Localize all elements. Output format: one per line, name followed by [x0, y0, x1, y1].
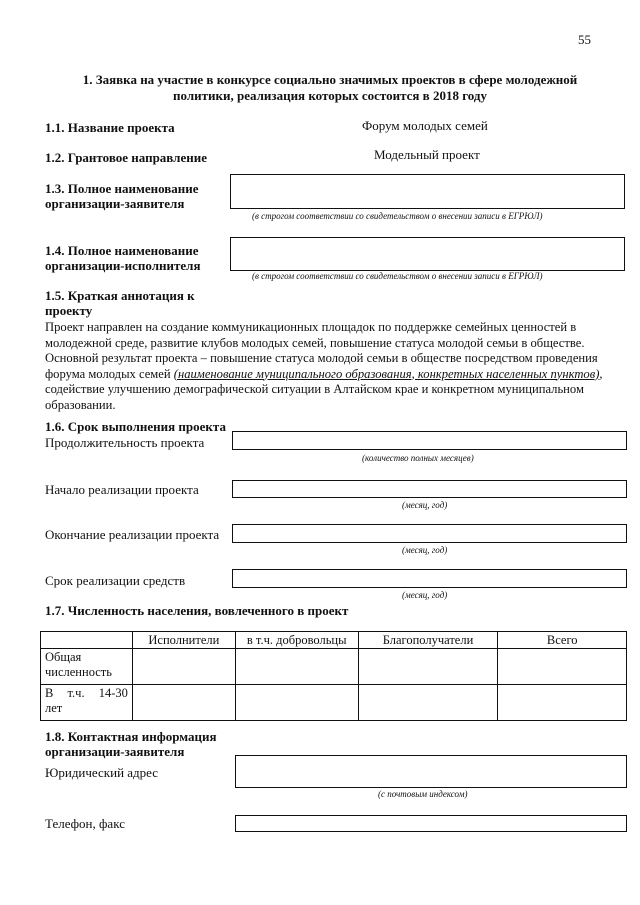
executor-org-field[interactable]: [230, 237, 625, 271]
funds-field[interactable]: [232, 569, 627, 588]
applicant-org-label-line2: организации-заявителя: [45, 196, 185, 211]
row-label-age: [41, 685, 133, 721]
end-field[interactable]: [232, 524, 627, 543]
executor-org-label-line1: 1.4. Полное наименование: [45, 243, 199, 258]
project-term-label: 1.6. Срок выполнения проекта: [45, 419, 226, 434]
row-label-age-line2: лет: [45, 701, 63, 715]
legal-address-label: Юридический адрес: [45, 765, 159, 780]
annotation-text-part2: , содействие улучшению демографической ситуации в Алтайском крае и конкретном муниципальном образовании.: [45, 366, 603, 412]
executor-org-label-line2: организации-исполнителя: [45, 258, 201, 273]
grant-direction-label: 1.2. Грантовое направление: [45, 150, 207, 165]
table-cell[interactable]: [235, 649, 358, 685]
project-name-label: 1.1. Название проекта: [45, 120, 175, 135]
end-hint: (месяц, год): [402, 545, 448, 555]
document-title-line2: политики, реализация которых состоится в 2018 году: [173, 88, 487, 103]
legal-address-field[interactable]: [235, 755, 627, 788]
applicant-org-label: [45, 181, 199, 211]
table-cell[interactable]: [358, 649, 498, 685]
table-cell[interactable]: [498, 685, 627, 721]
project-name-value[interactable]: Форум молодых семей: [362, 118, 488, 133]
page-number: 55: [578, 32, 591, 47]
annotation-underlined-placeholder: (наименование муниципального образования, конкретных населенных пунктов): [173, 366, 600, 381]
document-title-line1: 1. Заявка на участие в конкурсе социально значимых проектов в сфере молодежной: [82, 72, 578, 87]
duration-field[interactable]: [232, 431, 627, 450]
start-hint: (месяц, год): [402, 500, 448, 510]
contact-info-label: [45, 729, 217, 759]
table-cell[interactable]: [235, 685, 358, 721]
annotation-label-line1: 1.5. Краткая аннотация к: [45, 288, 195, 303]
annotation-text: [45, 320, 620, 413]
table-cell[interactable]: [358, 685, 498, 721]
duration-hint: (количество полных месяцев): [362, 453, 474, 463]
row-label-total-line1: Общая: [45, 650, 82, 664]
table-cell[interactable]: [132, 685, 235, 721]
duration-label: Продолжительность проекта: [45, 435, 205, 450]
funds-hint: (месяц, год): [402, 590, 448, 600]
start-label: Начало реализации проекта: [45, 482, 199, 497]
end-label: Окончание реализации проекта: [45, 527, 220, 542]
table-header-cell: Благополучатели: [358, 632, 498, 649]
contact-info-label-line1: 1.8. Контактная информация: [45, 729, 217, 744]
start-field[interactable]: [232, 480, 627, 498]
annotation-text-part1: Проект направлен на создание коммуникационных площадок по поддержке семейных ценностей в молодежной среде, развитие клубов молодых семей, повышение статуса молодой семьи в обществе. Основной результат проекта – повышение статуса молодой семьи в обществе посредством проведения форума молодых семей: [45, 320, 598, 381]
phone-fax-label: Телефон, факс: [45, 816, 125, 831]
row-label-total-line2: численность: [45, 665, 112, 679]
phone-fax-field[interactable]: [235, 815, 627, 832]
table-header-cell: Исполнители: [132, 632, 235, 649]
table-cell[interactable]: [132, 649, 235, 685]
annotation-label: [45, 288, 195, 318]
table-row: [41, 649, 627, 685]
applicant-org-field[interactable]: [230, 174, 625, 209]
executor-org-label: [45, 243, 200, 273]
executor-org-hint: (в строгом соответствии со свидетельством о внесении записи в ЕГРЮЛ): [252, 271, 543, 281]
table-row: [41, 685, 627, 721]
document-title: [40, 72, 620, 104]
row-label-total: [41, 649, 133, 685]
contact-info-label-line2: организации-заявителя: [45, 744, 185, 759]
table-header-cell: [41, 632, 133, 649]
table-header-row: [41, 632, 627, 649]
funds-label: Срок реализации средств: [45, 573, 186, 588]
row-label-age-line1: В т.ч. 14-30: [45, 686, 128, 700]
legal-address-hint: (с почтовым индексом): [378, 789, 468, 799]
table-header-cell: Всего: [498, 632, 627, 649]
table-cell[interactable]: [498, 649, 627, 685]
population-table: [40, 631, 627, 721]
grant-direction-value[interactable]: Модельный проект: [374, 147, 480, 162]
table-header-cell: в т.ч. добровольцы: [235, 632, 358, 649]
applicant-org-label-line1: 1.3. Полное наименование: [45, 181, 199, 196]
applicant-org-hint: (в строгом соответствии со свидетельством о внесении записи в ЕГРЮЛ): [252, 211, 543, 221]
population-label: 1.7. Численность населения, вовлеченного в проект: [45, 603, 349, 618]
annotation-label-line2: проекту: [45, 303, 93, 318]
